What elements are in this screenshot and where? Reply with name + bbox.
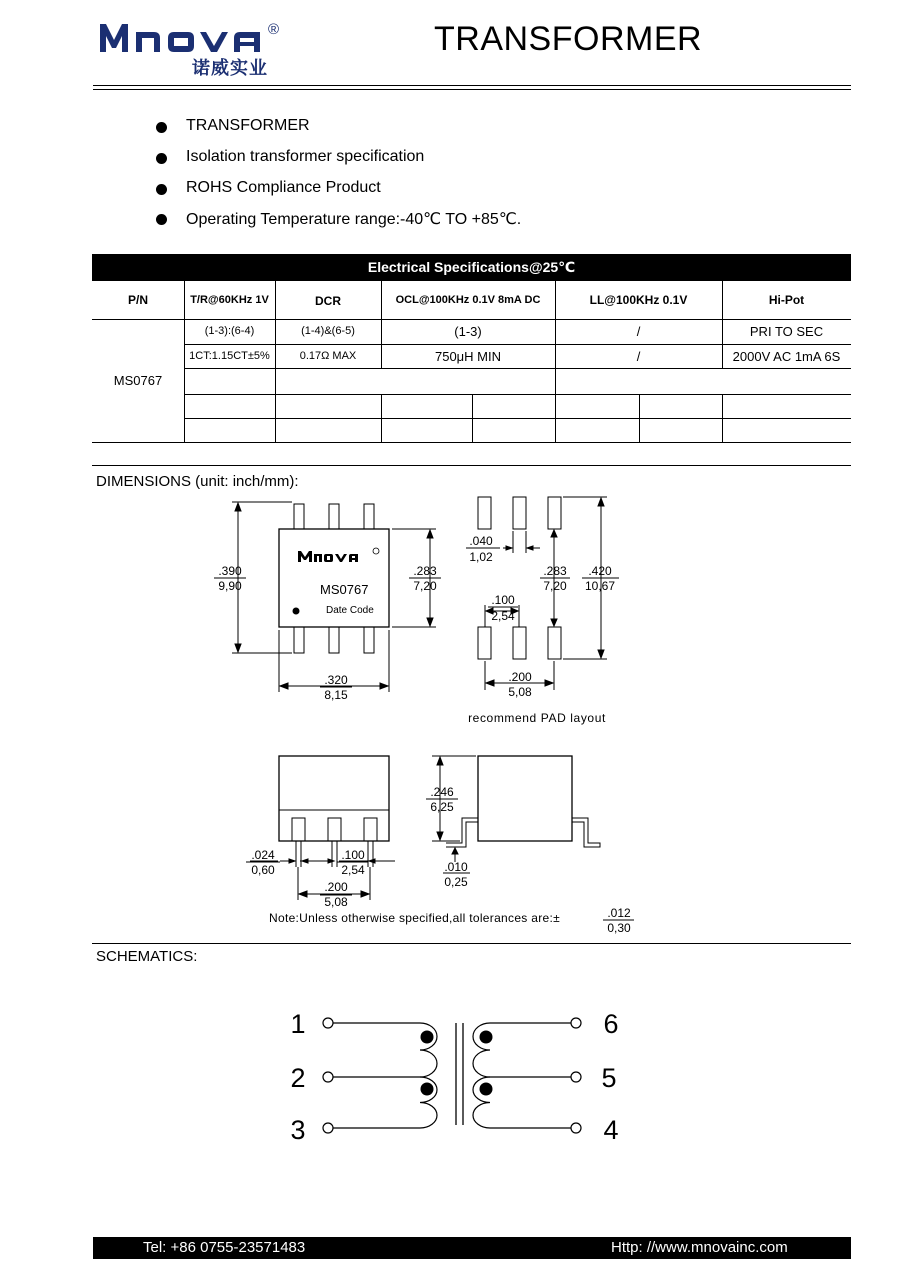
pin-label: 5 [601, 1063, 617, 1093]
terminal-icon [323, 1123, 333, 1133]
feature-item: TRANSFORMER [186, 117, 310, 134]
dim-label: 5,08 [508, 685, 532, 699]
table-cell: / [636, 324, 641, 339]
table-cell: 750μH MIN [434, 349, 501, 364]
terminal-icon [571, 1018, 581, 1028]
terminal-icon [571, 1123, 581, 1133]
part-number: MS0767 [113, 373, 163, 388]
registered-mark: ® [268, 21, 280, 38]
col-header-tr: T/R@60KHz 1V [190, 294, 269, 306]
col-header-pn: P/N [127, 293, 148, 307]
page-title: TRANSFORMER [434, 20, 703, 58]
table-cell: (1-3):(6-4) [204, 325, 255, 337]
pin-label: 6 [603, 1009, 619, 1039]
feature-item: Operating Temperature range:-40℃ TO +85℃. [186, 211, 522, 228]
schematics-heading: SCHEMATICS: [96, 948, 198, 965]
polarity-dot-icon [421, 1031, 434, 1044]
dim-label: .420 [588, 564, 612, 578]
pin-label: 4 [603, 1115, 619, 1145]
body-part-label: MS0767 [320, 582, 369, 597]
dim-label: .320 [324, 673, 348, 687]
table-cell: 0.17Ω MAX [299, 350, 357, 362]
table-cell: (1-4)&(6-5) [301, 325, 355, 337]
dim-label: 7,20 [413, 579, 437, 593]
dim-label: .283 [543, 564, 567, 578]
pin-label: 1 [290, 1009, 306, 1039]
logo-chinese-name: 诺威实业 [192, 58, 268, 79]
polarity-dot-icon [480, 1083, 493, 1096]
col-header-ll: LL@100KHz 0.1V [589, 293, 688, 307]
dim-label: 0,60 [251, 863, 275, 877]
table-cell: 1CT:1.15CT±5% [189, 350, 270, 362]
dimensions-heading: DIMENSIONS (unit: inch/mm): [96, 473, 299, 490]
dim-label: .010 [444, 860, 468, 874]
footer-website[interactable]: Http: //www.mnovainc.com [611, 1239, 788, 1256]
dim-label: .040 [469, 534, 493, 548]
dim-label: 2,54 [491, 609, 515, 623]
dim-label: 8,15 [324, 688, 348, 702]
feature-item: Isolation transformer specification [186, 148, 425, 165]
dim-label: 10,67 [584, 579, 616, 593]
col-header-dcr: DCR [315, 294, 341, 308]
dim-label: 5,08 [324, 895, 348, 909]
dim-label: 0,25 [444, 875, 468, 889]
dim-label: .012 [607, 906, 631, 920]
pin-label: 3 [290, 1115, 306, 1145]
dim-label: .390 [218, 564, 242, 578]
table-cell: PRI TO SEC [749, 324, 824, 339]
dim-label: .100 [341, 848, 365, 862]
dim-label: 6,25 [430, 800, 454, 814]
pad-layout-caption: recommend PAD layout [468, 711, 606, 725]
polarity-dot-icon [421, 1083, 434, 1096]
terminal-icon [323, 1072, 333, 1082]
dim-label: .200 [508, 670, 532, 684]
dim-label: 9,90 [218, 579, 242, 593]
table-cell: (1-3) [454, 324, 482, 339]
spec-table-title: Electrical Specifications@25℃ [367, 259, 576, 275]
tolerance-note: Note:Unless otherwise specified,all tolerances are:± [269, 911, 560, 925]
dim-label: 2,54 [341, 863, 365, 877]
dim-label: .200 [324, 880, 348, 894]
table-cell: / [636, 349, 641, 364]
dim-label: .024 [251, 848, 275, 862]
pin-label: 2 [290, 1063, 306, 1093]
terminal-icon [323, 1018, 333, 1028]
dim-label: .100 [491, 593, 515, 607]
polarity-dot-icon [480, 1031, 493, 1044]
footer-tel: Tel: +86 0755-23571483 [143, 1239, 306, 1256]
table-cell: 2000V AC 1mA 6S [732, 349, 841, 364]
dim-label: .246 [430, 785, 454, 799]
body-date-label: Date Code [326, 605, 374, 616]
dim-label: 0,30 [607, 921, 631, 935]
footer-bar [93, 1237, 851, 1259]
terminal-icon [571, 1072, 581, 1082]
col-header-hipot: Hi-Pot [768, 293, 805, 307]
dim-label: 7,20 [543, 579, 567, 593]
dim-label: .283 [413, 564, 437, 578]
feature-item: ROHS Compliance Product [186, 179, 381, 196]
dim-label: 1,02 [469, 550, 493, 564]
col-header-ocl: OCL@100KHz 0.1V 8mA DC [395, 294, 541, 306]
